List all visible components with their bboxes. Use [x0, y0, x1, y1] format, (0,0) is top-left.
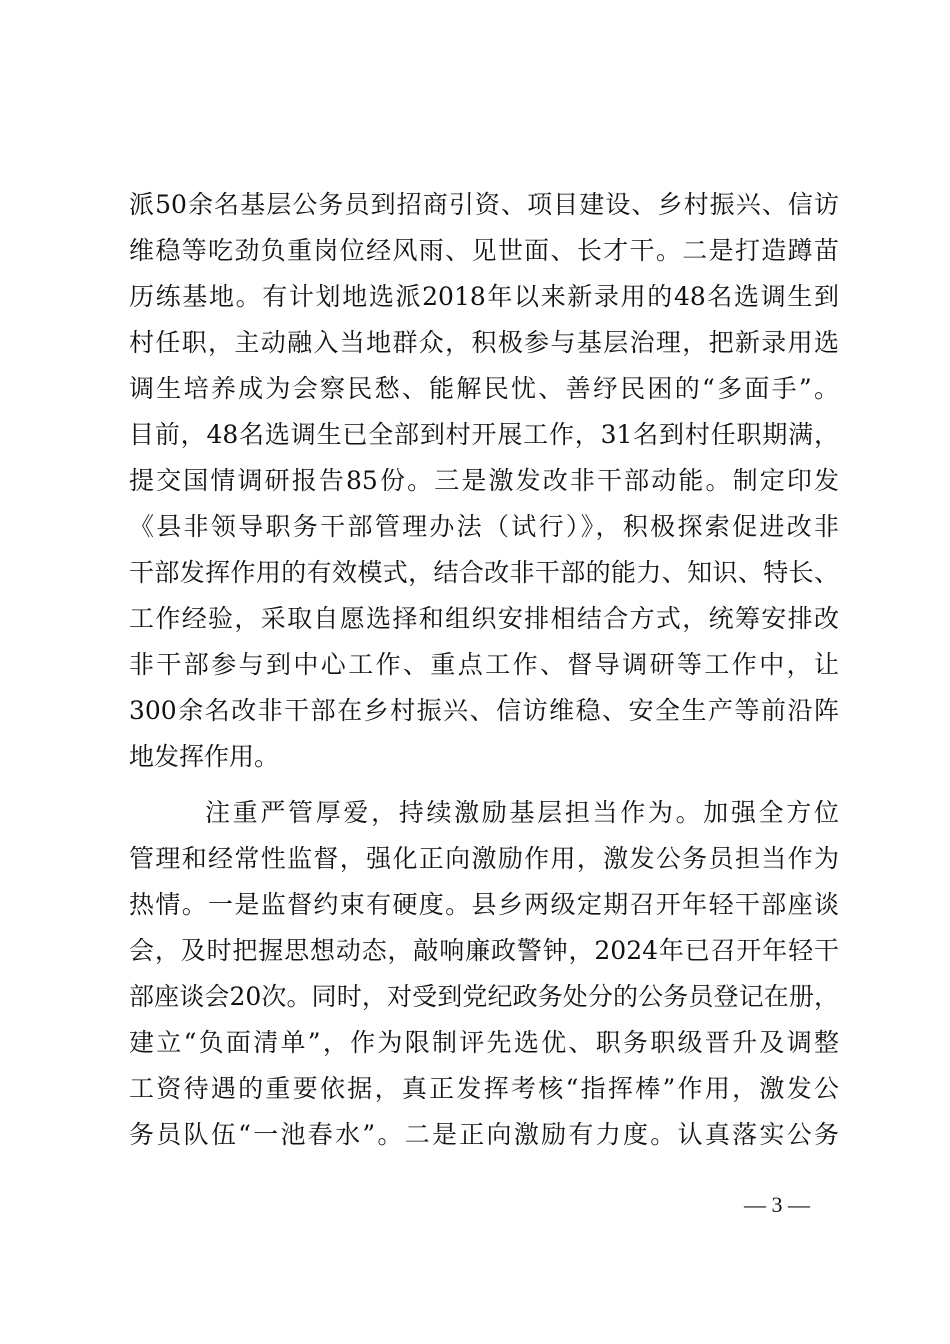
text-line: 《县非领导职务干部管理办法（试行）》，积极探索促进改非 [129, 512, 839, 541]
text-line: 工作经验，采取自愿选择和组织安排相结合方式，统筹安排改 [129, 604, 839, 633]
paragraph-heading-line: 注重严管厚爱，持续激励基层担当作为。加强全方位 [205, 798, 839, 827]
text-line: 工资待遇的重要依据，真正发挥考核“指挥棒”作用，激发公 [129, 1074, 839, 1103]
text-line: 历练基地。有计划地选派2018年以来新录用的48名选调生到 [129, 282, 839, 311]
text-line: 管理和经常性监督，强化正向激励作用，激发公务员担当作为 [129, 844, 839, 873]
text-line: 提交国情调研报告85份。三是激发改非干部动能。制定印发 [129, 466, 839, 495]
text-line: 调生培养成为会察民愁、能解民忧、善纾民困的“多面手”。 [129, 374, 839, 403]
text-line: 务员队伍“一池春水”。二是正向激励有力度。认真落实公务 [129, 1120, 839, 1149]
text-line: 地发挥作用。 [129, 742, 280, 771]
text-line: 建立“负面清单”，作为限制评先选优、职务职级晋升及调整 [129, 1028, 839, 1057]
text-line: 会，及时把握思想动态，敲响廉政警钟，2024年已召开年轻干 [129, 936, 839, 965]
text-line: 维稳等吃劲负重岗位经风雨、见世面、长才干。二是打造蹲苗 [129, 236, 839, 265]
text-line: 非干部参与到中心工作、重点工作、督导调研等工作中，让 [129, 650, 839, 679]
text-line: 300余名改非干部在乡村振兴、信访维稳、安全生产等前沿阵 [129, 696, 839, 725]
page-number: — 3 — [744, 1192, 810, 1217]
text-line: 干部发挥作用的有效模式，结合改非干部的能力、知识、特长、 [129, 558, 839, 587]
text-line: 目前，48名选调生已全部到村开展工作，31名到村任职期满， [129, 420, 839, 449]
paragraph-gap [129, 780, 839, 790]
text-line: 村任职，主动融入当地群众，积极参与基层治理，把新录用选 [129, 328, 839, 357]
text-line: 部座谈会20次。同时，对受到党纪政务处分的公务员登记在册， [129, 982, 839, 1011]
text-line: 派50余名基层公务员到招商引资、项目建设、乡村振兴、信访 [129, 190, 839, 219]
text-line: 热情。一是监督约束有硬度。县乡两级定期召开年轻干部座谈 [129, 890, 839, 919]
body-text [129, 182, 839, 1158]
